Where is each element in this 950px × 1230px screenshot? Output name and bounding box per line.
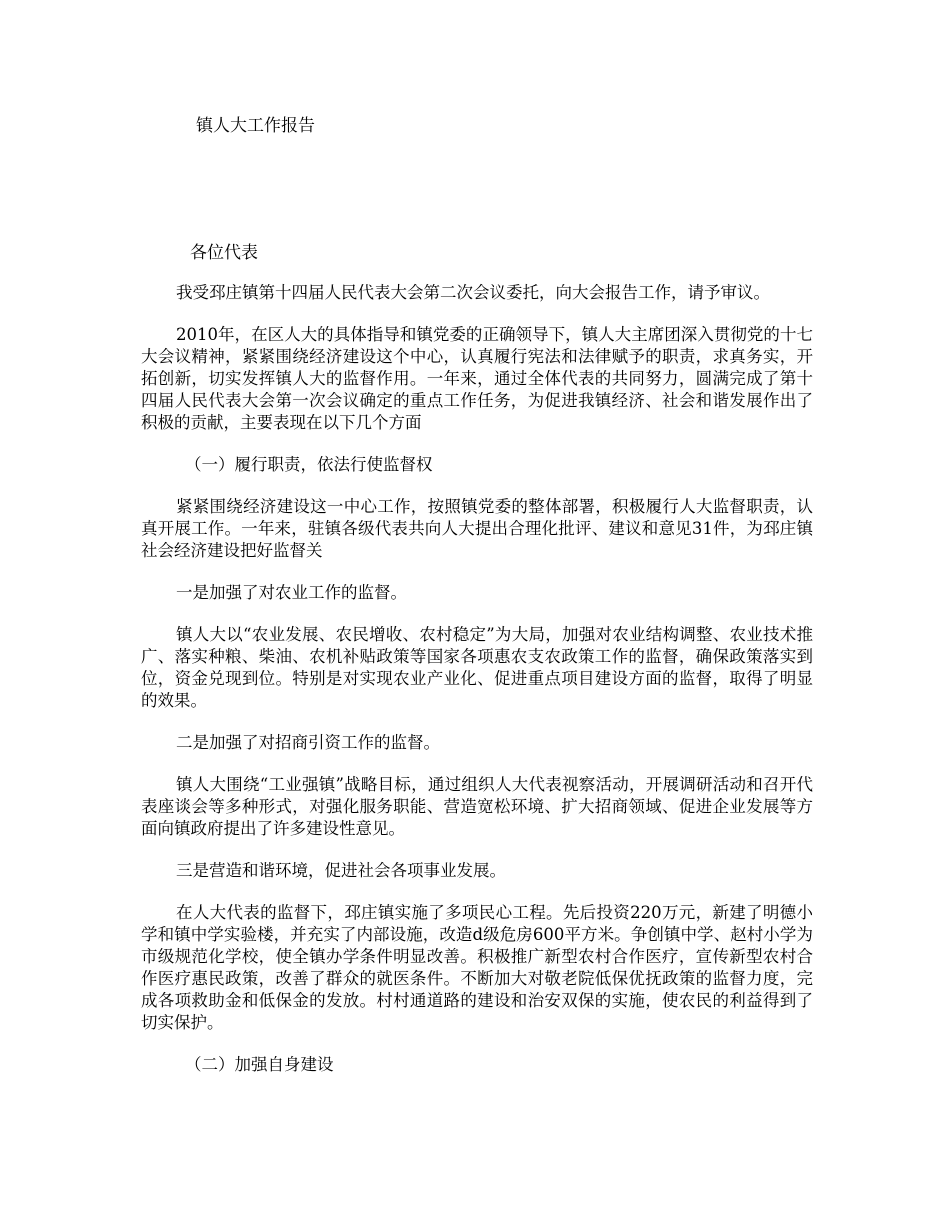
salutation: 各位代表	[190, 243, 258, 263]
document-body	[141, 282, 813, 1096]
paragraph-summary: 2010年，在区人大的具体指导和镇党委的正确领导下，镇人大主席团深入贯彻党的十七大会议精神，紧紧围绕经济建设这个中心，认真履行宪法和法律赋予的职责，求真务实，开拓创新，切实发挥镇人大的监督作用。一年来，通过全体代表的共同努力，圆满完成了第十四届人民代表大会第一次会议确定的重点工作任务，为促进我镇经济、社会和谐发展作出了积极的贡献，主要表现在以下几个方面	[141, 325, 813, 432]
document-title: 镇人大工作报告	[196, 116, 315, 136]
section-heading-2: （二）加强自身建设	[185, 1055, 334, 1074]
section-heading-1: （一）履行职责，依法行使监督权	[185, 455, 433, 474]
paragraph-intro: 我受邳庄镇第十四届人民代表大会第二次会议委托，向大会报告工作，请予审议。	[176, 283, 770, 302]
paragraph-supervision: 紧紧围绕经济建设这一中心工作，按照镇党委的整体部署，积极履行人大监督职责，认真开展工作。一年来，驻镇各级代表共向人大提出合理化批评、建议和意见31件，为邳庄镇社会经济建设把好监督关	[141, 497, 813, 560]
paragraph-investment: 镇人大围绕“工业强镇”战略目标，通过组织人大代表视察活动，开展调研活动和召开代表座谈会等多种形式，对强化服务职能、营造宽松环境、扩大招商领域、促进企业发展等方面向镇政府提出了许多建设性意见。	[141, 775, 813, 838]
paragraph-harmony: 在人大代表的监督下，邳庄镇实施了多项民心工程。先后投资220万元，新建了明德小学和镇中学实验楼，并充实了内部设施，改造d级危房600平方米。争创镇中学、赵村小学为市级规范化学校，使全镇办学条件明显改善。积极推广新型农村合作医疗，宣传新型农村合作医疗惠民政策，改善了群众的就医条件。不断加大对敬老院低保优抚政策的监督力度，完成各项救助金和低保金的发放。村村通道路的建设和治安双保的实施，使农民的利益得到了切实保护。	[141, 903, 813, 1032]
paragraph-agriculture: 镇人大以“农业发展、农民增收、农村稳定”为大局，加强对农业结构调整、农业技术推广、落实种粮、柴油、农机补贴政策等国家各项惠农支农政策工作的监督，确保政策落实到位，资金兑现到位。特别是对实现农业产业化、促进重点项目建设方面的监督，取得了明显的效果。	[141, 625, 813, 710]
subheading-harmony: 三是营造和谐环境，促进社会各项事业发展。	[176, 861, 506, 880]
subheading-investment: 二是加强了对招商引资工作的监督。	[176, 733, 440, 752]
subheading-agriculture: 一是加强了对农业工作的监督。	[176, 583, 407, 602]
